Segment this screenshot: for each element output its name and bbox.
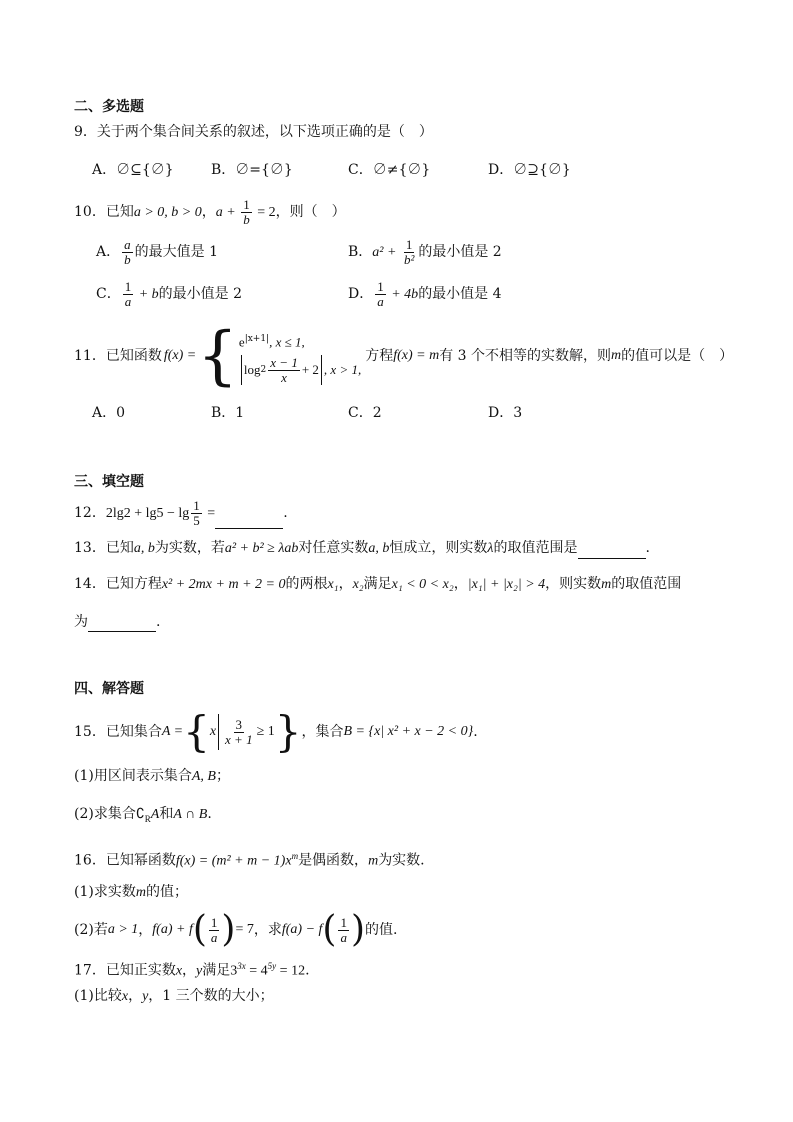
case-log: log (243, 362, 261, 378)
question-15-set-a: A = (161, 724, 184, 739)
fraction-denominator: a (340, 929, 347, 945)
part-intersection: A ∩ B (173, 807, 208, 822)
question-15-end: . (473, 724, 478, 740)
question-16-m: m (368, 853, 379, 869)
part-end: 的值. (365, 922, 398, 938)
question-17-base2: = 4 (245, 963, 268, 979)
section-title-solve: 四、解答题 (74, 681, 144, 697)
question-10-condition: a > 0, b > 0 (133, 205, 202, 220)
question-13-inequality: a² + b² ≥ λab (224, 541, 299, 556)
question-14-sep: ， (338, 576, 353, 592)
question-10-num: 10．已知 (74, 204, 134, 220)
question-15-part1 (74, 766, 230, 787)
question-14-cond1: x₁ < 0 < x₂ (391, 577, 454, 592)
question-17-part1 (74, 986, 274, 1007)
question-14-text3: ，则实数 (545, 576, 602, 592)
question-11-equation: f(x) = m (393, 348, 440, 363)
case-fraction (268, 356, 300, 385)
question-11-num: 11．已知函数 (74, 348, 162, 364)
part-text: (1)用区间表示集合 (74, 768, 192, 784)
question-17-base1: 3 (230, 963, 238, 979)
fraction-numerator: 1 (405, 236, 413, 252)
fraction-numerator: 1 (210, 914, 218, 930)
question-12-end: . (283, 505, 288, 521)
question-14-line2 (74, 612, 160, 632)
question-14-root2: x₂ (352, 577, 364, 592)
question-10-expr: a + (215, 205, 240, 220)
fraction-numerator: 1 (193, 497, 200, 513)
piecewise-cases (239, 327, 361, 385)
question-10-stem: 10．已知a > 0, b > 0，a + $\frac{1}{b}$ = 2，则（ ） (74, 196, 346, 227)
question-13-text3: 恒成立，则实数 (389, 540, 488, 556)
part-fraction (209, 916, 220, 945)
question-17-text1: 满足 (202, 962, 231, 979)
set-variable: x (209, 724, 217, 739)
option-fraction (375, 280, 386, 309)
question-15-set-b: B = {x| x² + x − 2 < 0} (343, 724, 474, 739)
option-text: 的最大值是 1 (134, 244, 218, 260)
fraction-denominator: b (124, 251, 131, 267)
question-13-text2: 对任意实数 (298, 540, 369, 556)
set-brace-left: { (183, 707, 210, 756)
question-16-part1 (74, 882, 188, 903)
question-14-text2: 满足 (363, 576, 392, 592)
question-17-stem (74, 956, 310, 982)
question-13-vars2: a, b (368, 541, 390, 556)
part-expr2: f(a) − f (281, 922, 323, 937)
question-11-option-b: B．1 (211, 405, 245, 421)
fraction-numerator: x − 1 (270, 354, 298, 370)
question-14-equation: x² + 2mx + m + 2 = 0 (161, 577, 286, 592)
question-14-line2-text: 为 (74, 614, 88, 630)
question-9-option-c: C．∅≠{∅} (348, 162, 431, 178)
question-9-option-d: D．∅⊇{∅} (488, 162, 571, 178)
question-11-option-a: A．0 (92, 405, 126, 421)
question-12-num: 12． (74, 505, 106, 521)
fraction-numerator: 1 (340, 914, 347, 930)
question-13-end: . (645, 540, 650, 556)
part-var: m (135, 885, 146, 900)
fraction-denominator: b (243, 211, 250, 227)
complement-universe: R (144, 813, 151, 824)
question-9-option-a: A．∅⊆{∅} (92, 162, 174, 178)
section-title-multi-choice: 二、多选题 (74, 99, 144, 115)
paren-right: ) (221, 909, 236, 950)
part-expr: f(a) + f (152, 922, 193, 937)
question-12-fraction (191, 499, 202, 528)
question-10-option-b (348, 236, 502, 269)
case-plus: + 2 (301, 362, 319, 378)
option-fraction (122, 238, 133, 267)
fraction-numerator: a (124, 236, 131, 252)
question-9-option-b: B．∅={∅} (211, 162, 293, 178)
paren-left: ( (192, 909, 207, 950)
question-11-m: m (611, 348, 622, 363)
question-17-exp2: 5y (267, 961, 277, 971)
part-end: . (207, 806, 212, 822)
part-text2: ，求 (253, 922, 282, 938)
part-text2: ，1 三个数的大小； (148, 988, 274, 1004)
fraction-denominator: x + 1 (225, 731, 253, 747)
set-bar (218, 714, 219, 750)
question-11-tail1: 方程 (365, 348, 394, 364)
option-label: D． (348, 286, 374, 302)
question-16-text2: 为实数. (378, 852, 425, 869)
option-expr: a² + (372, 245, 400, 260)
part-text: (1)求实数 (74, 884, 136, 900)
question-14-stem (74, 574, 681, 595)
option-text: 的最小值是 2 (158, 286, 243, 302)
question-10-tail: ，则（ ） (275, 204, 346, 220)
question-13-stem (74, 538, 650, 559)
part-and: 和 (159, 806, 174, 822)
question-14-text4: 的取值范围 (611, 576, 682, 592)
abs-bar-right (321, 355, 322, 385)
case-condition: , x > 1, (323, 362, 362, 378)
question-11-option-d: D．3 (488, 405, 523, 421)
part-condition: a > 1 (107, 922, 139, 937)
fraction-denominator: a (124, 293, 132, 309)
answer-blank[interactable] (88, 617, 156, 632)
complement-symbol: ∁ (135, 807, 145, 822)
question-17-sep: ， (182, 962, 197, 979)
question-10-option-c (96, 278, 242, 311)
question-17-eq: = 12 (276, 963, 306, 979)
question-17-x: x (175, 963, 183, 979)
question-15-part2 (74, 804, 212, 829)
part-end: 的值； (145, 884, 188, 900)
question-13-vars: a, b (133, 541, 155, 556)
question-15-fraction (223, 718, 255, 747)
question-17-num: 17．已知正实数 (74, 962, 176, 979)
part-x: x (121, 989, 129, 1004)
fraction-numerator: 3 (235, 716, 243, 732)
question-11-stem (74, 319, 734, 393)
fraction-numerator: 1 (243, 196, 250, 212)
abs-bar-left (241, 355, 242, 385)
question-14-sep2: ， (453, 576, 468, 592)
section-title-fill-blank: 三、填空题 (74, 474, 144, 490)
question-16-function: f(x) = (m² + m − 1)x (175, 853, 292, 869)
question-11-option-c: C．2 (348, 405, 382, 421)
set-brace-right: } (274, 707, 302, 756)
part-eq: = 7 (235, 922, 254, 937)
fraction-denominator: x (281, 369, 287, 385)
question-17-exp1: 3x (237, 961, 246, 971)
question-16-text1: 是偶函数， (298, 852, 369, 869)
question-13-text4: 的取值范围是 (493, 540, 578, 556)
question-14-text1: 的两根 (285, 576, 328, 592)
fraction-denominator: a (210, 929, 218, 945)
question-12-stem (74, 498, 288, 529)
case-condition: , x ≤ 1, (269, 334, 305, 350)
piecewise-brace: { (197, 319, 238, 393)
option-label: C． (96, 286, 121, 302)
question-11-tail2: 有 3 个不相等的实数解，则 (439, 348, 612, 364)
question-17-y: y (196, 963, 203, 979)
answer-blank[interactable] (578, 544, 646, 559)
option-text: 的最小值是 2 (418, 244, 502, 260)
part-end: ； (215, 768, 230, 784)
option-expr: + 4b (387, 287, 419, 302)
question-12-expr: 2lg2 + lg5 − lg (105, 506, 190, 521)
option-fraction (123, 280, 134, 309)
question-14-cond2: |x₁| + |x₂| > 4 (467, 577, 546, 592)
question-11-function: f(x) = (163, 348, 197, 363)
part-sets: A, B (191, 769, 216, 784)
question-14-m: m (601, 577, 612, 592)
question-16-exponent: m (291, 851, 299, 861)
case-log-base: 2 (260, 365, 267, 376)
question-10-eq: = 2 (253, 205, 276, 220)
piecewise-case-1 (239, 327, 361, 355)
option-label: B． (348, 244, 373, 260)
question-15-stem (74, 707, 478, 756)
fraction-denominator: 5 (193, 512, 200, 528)
case-exponent: |x+1| (244, 333, 270, 344)
question-11-tail3: 的值可以是（ ） (621, 348, 734, 364)
question-16-stem (74, 846, 425, 872)
case-base: e (238, 334, 245, 350)
question-13-num: 13．已知 (74, 540, 134, 556)
part-fraction2 (338, 916, 349, 945)
answer-blank[interactable] (215, 514, 283, 529)
question-14-end: . (156, 614, 161, 630)
question-12-eq: = (203, 506, 216, 521)
part-y: y (142, 989, 149, 1004)
question-13-lambda: λ (487, 541, 494, 556)
question-14-num: 14．已知方程 (74, 576, 162, 592)
question-14-root1: x₁ (327, 577, 339, 592)
fraction-denominator: b² (403, 251, 415, 267)
part-text: (2)若 (74, 922, 108, 938)
question-16-num: 16．已知幂函数 (74, 852, 176, 869)
question-15-num: 15．已知集合 (74, 724, 162, 740)
question-13-text1: 为实数，若 (154, 540, 225, 556)
question-17-end: . (305, 962, 310, 979)
part-text: (2)求集合 (74, 806, 136, 822)
option-expr: + b (135, 287, 159, 302)
part-text: (1)比较 (74, 988, 122, 1004)
part-set: A (150, 807, 160, 822)
option-text: 的最小值是 4 (418, 286, 502, 302)
fraction-numerator: 1 (377, 278, 384, 294)
question-10-option-a (96, 236, 218, 268)
option-label: A． (96, 244, 121, 260)
fraction-numerator: 1 (124, 278, 132, 294)
question-10-option-d (348, 278, 502, 311)
fraction-denominator: a (377, 293, 384, 309)
option-fraction (402, 238, 416, 267)
paren-right: ) (350, 909, 366, 950)
question-15-ge: ≥ 1 (256, 724, 275, 739)
question-15-text1: ，集合 (301, 724, 344, 740)
paren-left: ( (322, 909, 337, 950)
question-10-fraction (241, 198, 252, 227)
piecewise-case-2 (239, 355, 361, 385)
part-sep: ， (138, 922, 153, 938)
question-9-stem: 9．关于两个集合间关系的叙述，以下选项正确的是（ ） (74, 124, 433, 140)
part-sep: ， (128, 988, 143, 1004)
question-16-part2 (74, 909, 398, 950)
